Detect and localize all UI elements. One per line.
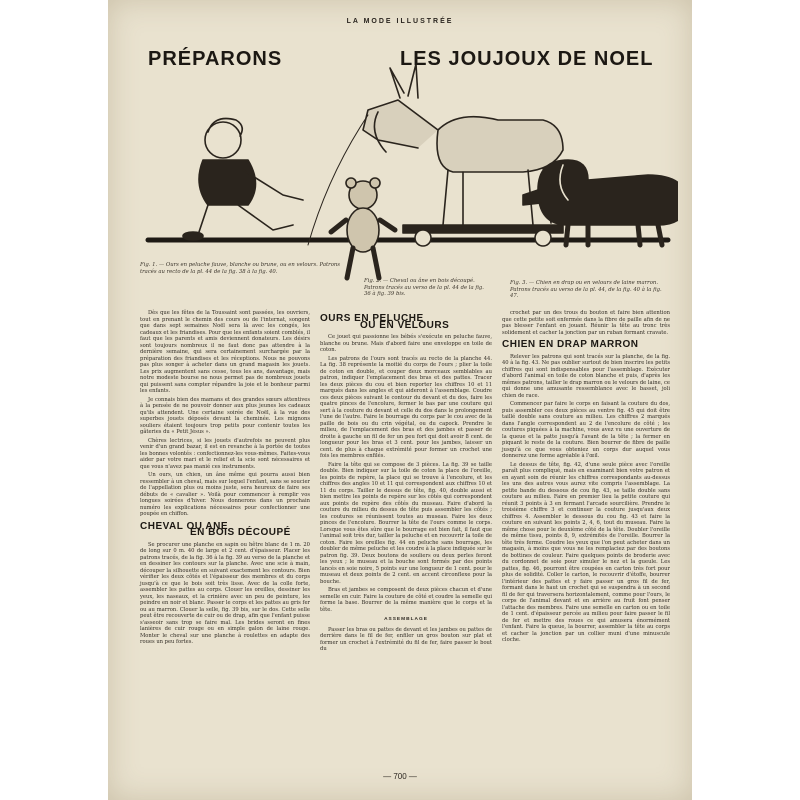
page-number: — 700 — — [383, 772, 417, 781]
column-2 — [320, 310, 492, 655]
heading-cheval — [140, 520, 310, 538]
magazine-page — [108, 0, 692, 800]
title-left: PRÉPARONS — [148, 48, 283, 70]
toys-illustration — [138, 40, 678, 290]
column-3 — [502, 310, 670, 646]
title-right: LES JOUJOUX DE NOEL — [400, 48, 654, 70]
caption-fig2: Fig. 2. — Cheval ou âne en bois découpé. Patrons tracés au verso de la pl. 44 de la fig. 36 à fig. 39 bis. — [364, 278, 484, 298]
col2-paragraph: Les patrons de l'ours sont tracés au recto de la planche 44. La fig. 38 représente la moitié du corps de l'ours ; plier la toile de coton en double, et couper deux morceaux semblables au patron, indiquer l'emplacement des bras et des pattes. Tracer les deux pièces du cou et bien reporter les chiffres 10 et 11 marqués dans les angles et qui aideront à l'assemblage. Coudre ces deux pièces suivant le contour du devant et du dos, faire les quatre pinces de l'encolure, fermer le bas par une couture qui sert à la couture du devant et celle du dos dans le prolongement l'une de l'autre. Faire le bourrage du corps par le cou avec de la paille de bois ou du crin végétal, ou du capock. Prendre le milieu, de l'emplacement des bras et des jambes et passer de droite à gauche un fil de fer un peu fort qui doit avoir 8 cent. de longueur pour les bras et 3 cent. pour les jambes, laisser un cent. de plus à chaque extrémité pour former un crochet une fois les membres enfilés. — [320, 355, 492, 459]
heading-ours-line2: OU EN VELOURS — [360, 319, 450, 331]
col2-paragraph: Bras et jambes se composent de deux pièces chacun et d'une semelle en cuir. Faire la couture de côté et coudre la semelle qui forme la base. Bourrer de la même manière que le corps et la tête. — [320, 587, 492, 613]
running-head: LA MODE ILLUSTRÉE — [346, 18, 454, 25]
heading-ours-line1: OURS EN PELUCHE — [320, 313, 424, 324]
teddy-bear-figure — [331, 178, 395, 278]
col3-paragraph: crochet par un des trous du bouton et faire bien attention que cette petite soit enfermée dans la fibre de paille afin de ne pas blesser l'enfant en jouant. Réunir la tête au tronc très solidement et cacher la jonction par un ruban formant cravate. — [502, 310, 670, 336]
col1-paragraph: Se procurer une planche en sapin ou hêtre blanc de 1 m. 20 de long sur 0 m. 40 de large et 2 cent. d'épaisseur. Placer les patrons tracés, de la fig. 36 à la fig. 39 au verso de la planche et en dessiner les contours sur la planche. Avec une scie à main, découper la silhouette en suivant exactement les contours. Bien vérifier les deux côtés et l'épaisseur des membres et du corps jusqu'à ce que le bois soit très lisse. Avec de la colle forte, assembler les pattes au corps. Clouer les oreilles, dessiner les yeux, les naseaux, et la crinière avec un peu de peinture, les peindre en noir et blanc. Passer le corps et les pattes au gris fer ou au marron. Clouer la selle, fig. 39 bis, sur le dos. Cette selle peut être recouverte de cuir ou de drap, afin que l'enfant puisse s'asseoir sans trop se faire mal. Les brides seront en fines lanières de cuir rouge ou en simple galon de laine rouge. Monter le cheval sur une planche à roulettes en adapte des roues un peu fortes. — [140, 541, 310, 645]
subheading-assemblage: ASSEMBLAGE — [384, 617, 428, 622]
col3-paragraph: Commencer par faire le corps en faisant la couture du dos, puis assembler ces deux pièces au ventre fig. 45 qui doit être taillé double sans couture au milieu. Les chiffres 2 marqués dans l'angle correspondent au 2 de l'encolure de côté ; les coutures piquées à la machine, vous avez vu une ouverture de la queue et la patte jusqu'à l'avant de la tête ; la fermer en piquant le reste de la couture. Bien bourrer de fibre de paille jusqu'à ce que vous obteniez un corps dur auquel vous donnerez une forme agréable à l'œil. — [502, 401, 670, 459]
col2-paragraph: Faire la tête qui se compose de 3 pièces. La fig. 39 se taille double. Bien indiquer sur la toile de coton la place de l'oreille, les points de repère, la place qui se trouve à l'encolure, et les chiffres des angles 10 et 11 qui correspondent aux chiffres 10 et 11 du corps. Tailler le dessus de tête, fig. 40, double aussi et bien mettre les points de repère sur les côtés qui correspondent aux points de repère des côtés du museau. Faire d'abord la couture du milieu du dessus de tête puis assembler les côtés ; les coutures se réunissent toutes au museau. Faire les deux pinces de l'encolure. Bourrer la tête de l'ours comme le corps. Lorsque vous êtes sûre que le bourrage est bien fait, il faut que l'animal soit très dur, tailler la peluche et en recouvrir la toile de coton. Faire les oreilles fig. 44 en peluche sans bourrage, les doubler de même peluche et les coudre à la place indiquée sur le patron fig. 39. Deux boutons de souliers ou deux perles feront les yeux ; le museau et la bouche sont formés par des points lancés en soie noire, 5 points sur une longueur de 1 cent. pour le museau et deux points de 2 cent. en accent circonflexe pour la bouche. — [320, 461, 492, 585]
caption-fig3: Fig. 3. — Chien en drap ou en velours de laine marron. Patrons tracés au verso de la pl. 44, de la fig. 40 à la fig. 47. — [510, 280, 662, 300]
col1-paragraph: Un ours, un chien, un âne même qui pourra aussi bien ressembler à un cheval, mais sur lequel l'enfant, sans se soucier de l'appellation plus ou moins juste, sera heureux de faire ses débuts de « cavalier ». Voilà pour commencer à remplir vos longues soirées d'hiver. Nous donnerons dans un prochain numéro les explications nécessaires pour confectionner une poupée en chiffon. — [140, 472, 310, 517]
column-1 — [140, 310, 310, 648]
heading-cheval-line1: CHEVAL OU ANE — [140, 520, 228, 532]
col2-paragraph: Passer les bras ou pattes de devant et les jambes ou pattes de derrière dans le fil de fer, enfiler un gros bouton sur plat et former un crochet à l'extrémité du fil de fer, faire passer le bout du — [320, 626, 492, 652]
child-figure — [183, 119, 303, 241]
heading-cheval-line2: EN BOIS DÉCOUPÉ — [190, 527, 291, 538]
col2-paragraph: Ce jouet qui passionne les bébés s'exécute en peluche fauve, blanche ou brune. Mais d'abord faire une enveloppe en toile de coton. — [320, 334, 492, 353]
col3-paragraph: Le dessus de tête, fig. 42, d'une seule pièce avec l'oreille paraît plus compliqué, mais en examinant bien votre patron et en ayant soin de réunir les chiffres correspondants au-dessus les uns des autres vous aurez vite compris l'assemblage. La petite bande du dessous de cou fig. 43, se taille double sans couture au milieu. Faire en premier lieu la petite couture qui réunit 3 points à 3 en fermant l'arcade sourcilière. Prendre le troisième chiffre 3 et continuer la couture jusqu'aux deux chiffres 4. Assembler le dessous du cou fig. 43 et faire la couture en suivant les points 2, 4, 6, tout du museau. Faire la même chose pour le deuxième côté de la tête. Doubler l'oreille de même tissu, points 8, 9, extrémités de l'oreille. Bourrer la tête très ferme. Coudre les yeux que l'on peut acheter dans un magasin, à moins que vous ne les remplaciez par des boutons de bottines de couleur. Faire quelques points de broderie avec du cordonnet de soie pour simuler le nez et la gueule. Les pattes, fig. 46, pourront être coupées en carton très fort pour plus de solidité. Coller le carton, le recouvrir d'étoffe, bourrer l'intérieur des pattes et y faire passer un gros fil de fer, formant dans le haut un crochet qui se suspendra à un second fil de fer qui traversera horizontalement, comme pour l'ours, le corps de l'animal devant et en arrière au fruit font penser l'attache des membres. Faire une semelle en carton ou en toile de 1 cent. d'épaisseur percée au milieu pour faire passer le fil de fer et mettre des roues ce qui amusera énormément l'enfant. Faire la queue, la bourrer, assembler la tête au corps et cacher la jonction par un collier muni d'une minuscule cloche. — [502, 461, 670, 643]
col1-paragraph: Dès que les fêtes de la Toussaint sont passées, les ouvriers, tout en prenant le chemin des cours ou de l'internat, songent que dans sept semaines Noël sera là avec les congés, les cadeaux et les friandises. Pour que les enfants soient comblés, il faut que les parents et amis deviennent donateurs. Les désirs sont toujours nombreux il ne faut donc pas attendre à la dernière semaine, qui sera certainement surchargée par la préparation des friandises et les réceptions. Nous ne pouvons pas plus songer à acheter dans un grand magasin les jouets. Les prix augmentent sans cesse, tous les ans, davantage, mais notre modeste bourse ne nous permet pas de nombreux jouets qui puissent sans compter répandre la joie et le bonheur parmi les enfants. — [140, 310, 310, 394]
caption-fig1: Fig. 1. — Ours en peluche fauve, blanche ou brune, ou en velours. Patrons tracés au recto de la pl. 44 de la fig. 38 à la fig. 40. — [140, 262, 341, 275]
col3-paragraph: Relever les patrons qui sont tracés sur la planche, de la fig. 40 à la fig. 43. Ne pas oublier surtout de bien inscrire les petits chiffres qui sont indispensables pour l'assemblage. Exécuter d'abord l'animal en toile de coton blanche et puis, d'après les mêmes patrons, tailler le drap marron ou le velours de laine, ce qui donne une amusante ressemblance avec le basset, joli chien de race. — [502, 353, 670, 399]
col1-paragraph: Je connais bien des mamans et des grandes sœurs attentives à la pensée de ne pouvoir donner aux plus jeunes les cadeaux qu'ils attendent. Une certaine soirée de Noël, à la vue des superbes jouets déposés devant la cheminée. Les mignons souliers étaient toujours trop petits pour contenir toutes les gâteries du « Petit Jésus ». — [140, 396, 310, 435]
heading-ours — [320, 313, 492, 331]
heading-chien: CHIEN EN DRAP MARRON — [502, 339, 639, 350]
col1-paragraph: Chères lectrices, si les jouets d'autrefois ne peuvent plus venir d'un grand bazar, il est en revanche à la portée de toutes les bonnes volontés : confectionnez-les vous-mêmes. Faites-vous aider par votre mari et le relief et la scie sont nécessaires et que vous n'avez pas manié ces instruments. — [140, 437, 310, 470]
